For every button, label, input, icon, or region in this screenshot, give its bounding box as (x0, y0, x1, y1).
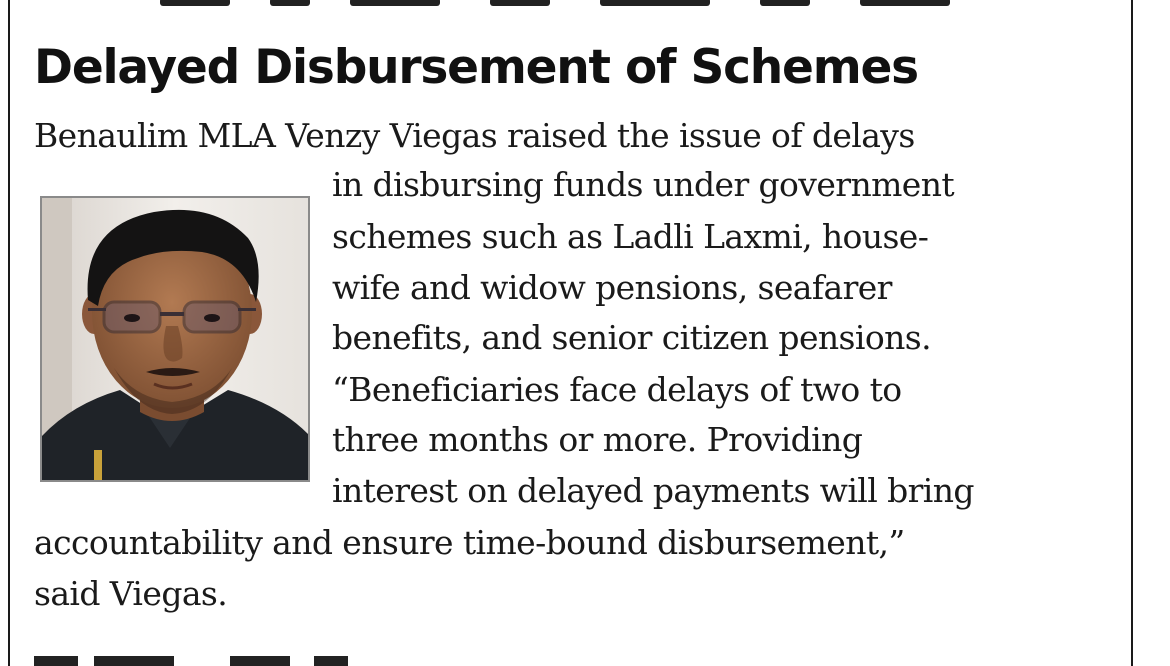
article-body-line-2: in disbursing funds under government (332, 165, 955, 204)
article-body-line-10: said Viegas. (34, 574, 228, 613)
article-body-line-5: benefits, and senior citizen pensions. (332, 318, 931, 357)
next-item-cropped-text (34, 656, 394, 666)
article-body-line-4: wife and widow pensions, seafarer (332, 268, 892, 307)
portrait-illustration (42, 198, 308, 480)
portrait-photo (40, 196, 310, 482)
article-body-line-7: three months or more. Providing (332, 420, 863, 459)
previous-item-cropped-text (160, 0, 980, 6)
column-border-right (1131, 0, 1133, 666)
article-body-line-9: accountability and ensure time-bound disbursement,” (34, 523, 905, 562)
article-body-line-6: “Beneficiaries face delays of two to (332, 370, 902, 409)
article-body-line-8: interest on delayed payments will bring (332, 471, 974, 510)
article-headline: Delayed Disbursement of Schemes (34, 40, 918, 95)
article-body-line-3: schemes such as Ladli Laxmi, house- (332, 217, 929, 256)
article-body-line-1: Benaulim MLA Venzy Viegas raised the issue of delays (34, 116, 915, 155)
column-border-left (8, 0, 10, 666)
